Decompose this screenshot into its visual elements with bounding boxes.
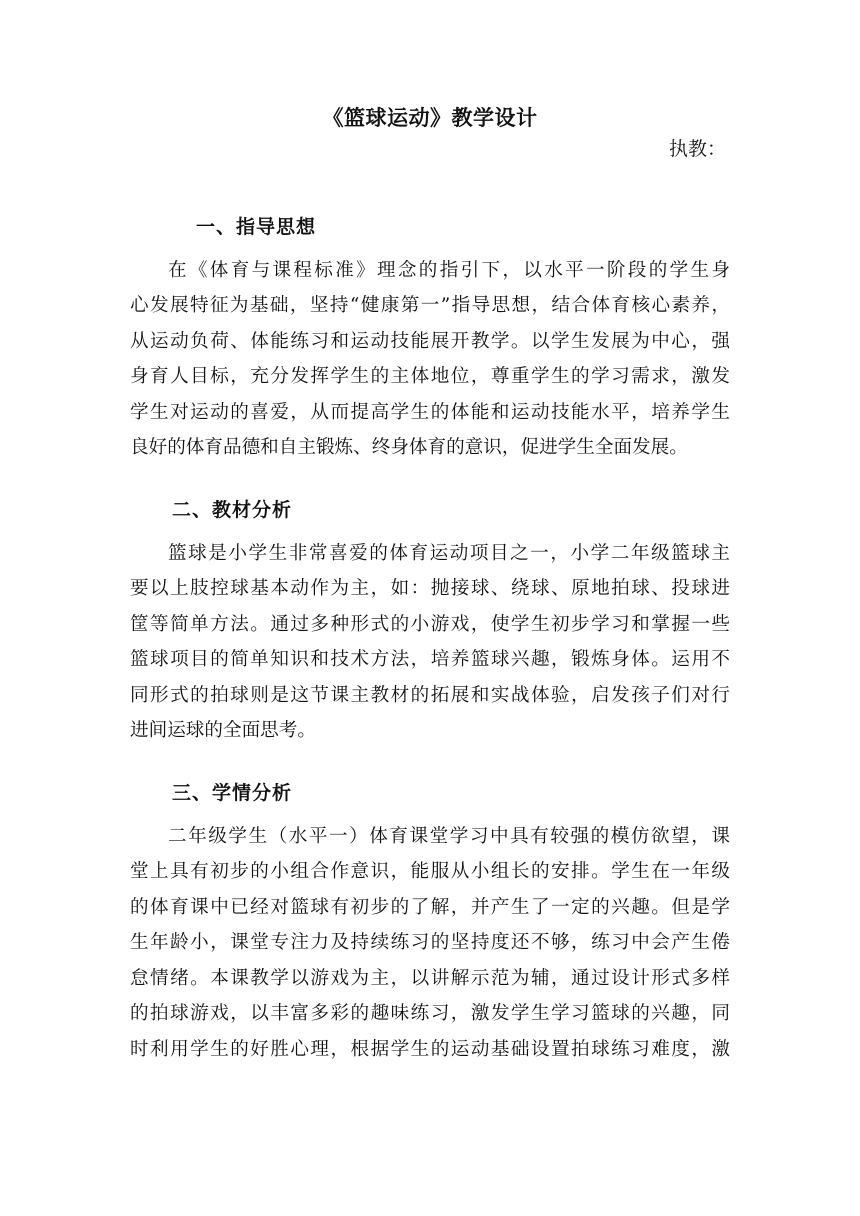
paragraph-line: 二年级学生（水平一）体育课堂学习中具有较强的模仿欲望，课 <box>168 826 730 847</box>
paragraph-line: 在《体育与课程标准》理念的指引下，以水平一阶段的学生身 <box>168 260 730 281</box>
paragraph-line: 要以上肢控球基本动作为主，如：抛接球、绕球、原地拍球、投球进 <box>130 578 730 599</box>
section-heading-learner-analysis: 三、学情分析 <box>172 782 293 804</box>
paragraph-line: 心发展特征为基础，坚持“健康第一”指导思想，结合体育核心素养， <box>130 295 730 316</box>
paragraph-line: 进间运球的全面思考。 <box>130 720 316 741</box>
document-title: 《篮球运动》教学设计 <box>322 105 538 130</box>
teacher-label: 执教： <box>669 138 727 160</box>
paragraph-line: 筐等简单方法。通过多种形式的小游戏，使学生初步学习和掌握一些 <box>130 614 730 635</box>
paragraph-line: 同形式的拍球则是这节课主教材的拓展和实战体验，启发孩子们对行 <box>130 685 730 706</box>
paragraph-line: 篮球是小学生非常喜爱的体育运动项目之一，小学二年级篮球主 <box>168 543 730 564</box>
paragraph-line: 良好的体育品德和自主锻炼、终身体育的意识，促进学生全面发展。 <box>130 437 688 458</box>
paragraph-line: 的拍球游戏，以丰富多彩的趣味练习，激发学生学习篮球的兴趣，同 <box>130 1003 730 1024</box>
paragraph-line: 身育人目标，充分发挥学生的主体地位，尊重学生的学习需求，激发 <box>130 366 730 387</box>
paragraph-line: 生年龄小，课堂专注力及持续练习的坚持度还不够，练习中会产生倦 <box>130 932 730 953</box>
paragraph-line: 怠情绪。本课教学以游戏为主，以讲解示范为辅，通过设计形式多样 <box>130 968 730 989</box>
paragraph-line: 的体育课中已经对篮球有初步的了解，并产生了一定的兴趣。但是学 <box>130 897 730 918</box>
paragraph-line: 从运动负荷、体能练习和运动技能展开教学。以学生发展为中心，强 <box>130 331 730 352</box>
section-heading-material-analysis: 二、教材分析 <box>172 499 293 521</box>
paragraph-line: 时利用学生的好胜心理，根据学生的运动基础设置拍球练习难度，激 <box>130 1039 730 1060</box>
paragraph-line: 堂上具有初步的小组合作意识，能服从小组长的安排。学生在一年级 <box>130 861 730 882</box>
paragraph-line: 篮球项目的简单知识和技术方法，培养篮球兴趣，锻炼身体。运用不 <box>130 649 730 670</box>
section-heading-guiding-ideology: 一、指导思想 <box>196 216 317 238</box>
paragraph-line: 学生对运动的喜爱，从而提高学生的体能和运动技能水平，培养学生 <box>130 402 730 423</box>
